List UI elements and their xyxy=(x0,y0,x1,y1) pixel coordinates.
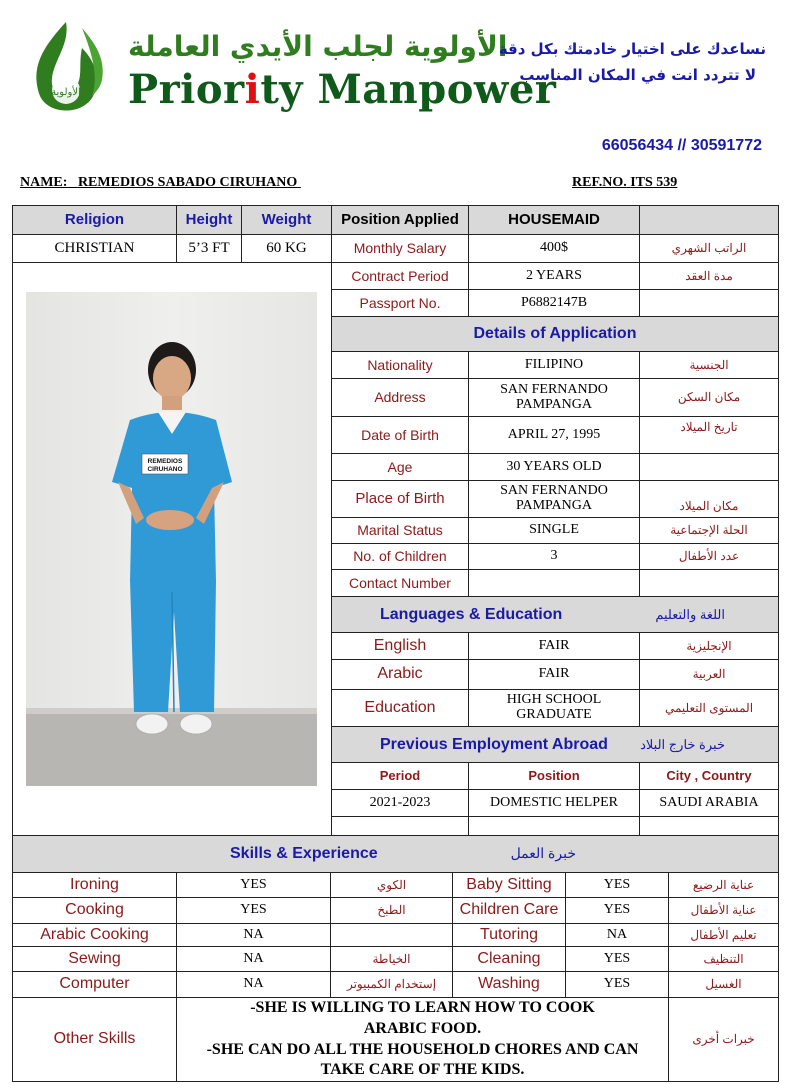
skill-tutoring-label: Tutoring xyxy=(452,923,566,947)
education-arabic: المستوى التعليمي xyxy=(639,689,779,727)
marital-status-value: SINGLE xyxy=(468,517,640,544)
monthly-salary-arabic: الراتب الشهري xyxy=(639,234,779,263)
skill-cleaning-value: YES xyxy=(565,946,669,972)
skill-cooking-value: YES xyxy=(176,897,331,924)
position-column-header: Position xyxy=(468,762,640,790)
position-applied-arabic xyxy=(639,205,779,235)
employment-empty-position xyxy=(468,816,640,836)
skill-tutoring-value: NA xyxy=(565,923,669,947)
skill-baby-sitting-label: Baby Sitting xyxy=(452,872,566,898)
passport-arabic xyxy=(639,289,779,317)
date-of-birth-value: APRIL 27, 1995 xyxy=(468,416,640,454)
passport-value: P6882147B xyxy=(468,289,640,317)
logo-english-part-1: Prior xyxy=(128,66,245,113)
phone-numbers: 66056434 // 30591772 xyxy=(601,137,762,154)
children-value: 3 xyxy=(468,543,640,570)
reference-number: ITS 539 xyxy=(630,175,678,190)
other-skills-label: Other Skills xyxy=(12,997,177,1082)
skill-computer-label: Computer xyxy=(12,971,177,998)
english-value: FAIR xyxy=(468,632,640,660)
other-skills-line-1: -SHE IS WILLING TO LEARN HOW TO COOK ARABIC FOOD. xyxy=(250,998,595,1037)
employment-period: 2021-2023 xyxy=(331,789,469,817)
skill-children-care-arabic: عناية الأطفال xyxy=(668,897,779,924)
skill-sewing-arabic: الخياطة xyxy=(330,946,453,972)
children-arabic: عدد الأطفال xyxy=(639,543,779,570)
slogan-line-1: نساعدك على اختيار خادمتك بكل دقة xyxy=(498,40,766,58)
arabic-language-value: FAIR xyxy=(468,659,640,690)
contact-number-value xyxy=(468,569,640,597)
skill-baby-sitting-value: YES xyxy=(565,872,669,898)
skill-tutoring-arabic: تعليم الأطفال xyxy=(668,923,779,947)
skill-sewing-value: NA xyxy=(176,946,331,972)
address-value: SAN FERNANDO PAMPANGA xyxy=(468,378,640,417)
nationality-label: Nationality xyxy=(331,351,469,379)
skills-section-title: Skills & Experience xyxy=(230,845,378,862)
arabic-language-label: Arabic xyxy=(331,659,469,690)
employment-empty-period xyxy=(331,816,469,836)
contract-period-value: 2 YEARS xyxy=(468,262,640,290)
contact-number-arabic xyxy=(639,569,779,597)
weight-header: Weight xyxy=(241,205,332,235)
weight-value: 60 KG xyxy=(241,234,332,263)
photo-badge-line-2: CIRUHANO xyxy=(147,466,183,473)
logo-english-name xyxy=(128,66,556,113)
children-label: No. of Children xyxy=(331,543,469,570)
employment-position: DOMESTIC HELPER xyxy=(468,789,640,817)
age-value: 30 YEARS OLD xyxy=(468,453,640,481)
skill-baby-sitting-arabic: عناية الرضيع xyxy=(668,872,779,898)
other-skills-text xyxy=(176,997,669,1082)
skill-cleaning-arabic: التنظيف xyxy=(668,946,779,972)
skill-children-care-value: YES xyxy=(565,897,669,924)
height-value: 5’3 FT xyxy=(176,234,242,263)
applicant-name-line xyxy=(20,175,301,191)
place-of-birth-label: Place of Birth xyxy=(331,480,469,518)
height-header: Height xyxy=(176,205,242,235)
skill-cleaning-label: Cleaning xyxy=(452,946,566,972)
skills-section-header xyxy=(12,835,779,873)
ref-label: REF.NO. xyxy=(572,175,627,190)
logo-english-part-2: ty Manpower xyxy=(260,66,557,113)
age-label: Age xyxy=(331,453,469,481)
photo-badge-line-1: REMEDIOS xyxy=(147,458,183,465)
passport-label: Passport No. xyxy=(331,289,469,317)
skill-washing-arabic: الغسيل xyxy=(668,971,779,998)
employment-section-title-arabic: خبرة خارج البلاد xyxy=(640,737,725,752)
marital-status-label: Marital Status xyxy=(331,517,469,544)
details-section-title: Details of Application xyxy=(331,316,779,352)
address-label: Address xyxy=(331,378,469,417)
place-of-birth-value: SAN FERNANDO PAMPANGA xyxy=(468,480,640,518)
skill-washing-value: YES xyxy=(565,971,669,998)
place-of-birth-arabic: مكان الميلاد xyxy=(639,480,779,518)
skills-section-title-arabic: خبرة العمل xyxy=(510,845,576,861)
contact-number-label: Contact Number xyxy=(331,569,469,597)
date-of-birth-label: Date of Birth xyxy=(331,416,469,454)
company-logo-emblem xyxy=(22,18,110,118)
marital-status-arabic: الحلة الإجتماعية xyxy=(639,517,779,544)
employment-empty-country xyxy=(639,816,779,836)
skill-ironing-label: Ironing xyxy=(12,872,177,898)
nationality-arabic: الجنسية xyxy=(639,351,779,379)
skill-arabic-cooking-label: Arabic Cooking xyxy=(12,923,177,947)
skill-washing-label: Washing xyxy=(452,971,566,998)
skill-computer-arabic: إستخدام الكمبيوتر xyxy=(330,971,453,998)
english-arabic: الإنجليزية xyxy=(639,632,779,660)
education-label: Education xyxy=(331,689,469,727)
skill-computer-value: NA xyxy=(176,971,331,998)
contract-period-label: Contract Period xyxy=(331,262,469,290)
skill-arabic-cooking-value: NA xyxy=(176,923,331,947)
position-applied-header: Position Applied xyxy=(331,205,469,235)
education-value: HIGH SCHOOL GRADUATE xyxy=(468,689,640,727)
country-column-header: City , Country xyxy=(639,762,779,790)
religion-value: CHRISTIAN xyxy=(12,234,177,263)
arabic-language-arabic: العربية xyxy=(639,659,779,690)
employment-country: SAUDI ARABIA xyxy=(639,789,779,817)
period-column-header: Period xyxy=(331,762,469,790)
languages-section-title-arabic: اللغة والتعليم xyxy=(655,607,725,622)
slogan-line-2: لا تتردد انت في المكان المناسب xyxy=(519,66,756,84)
languages-section-title: Languages & Education xyxy=(380,606,563,623)
monthly-salary-value: 400$ xyxy=(468,234,640,263)
applicant-photo xyxy=(26,292,317,786)
skill-arabic-cooking-arabic xyxy=(330,923,453,947)
skill-ironing-value: YES xyxy=(176,872,331,898)
skill-ironing-arabic: الكوي xyxy=(330,872,453,898)
nationality-value: FILIPINO xyxy=(468,351,640,379)
other-skills-arabic: خبرات أخرى xyxy=(668,997,779,1082)
skill-children-care-label: Children Care xyxy=(452,897,566,924)
logo-english-accent: i xyxy=(244,66,261,113)
date-of-birth-arabic: تاريخ الميلاد xyxy=(639,416,779,454)
skill-sewing-label: Sewing xyxy=(12,946,177,972)
monthly-salary-label: Monthly Salary xyxy=(331,234,469,263)
reference-number-line xyxy=(572,175,677,191)
applicant-name: REMEDIOS SABADO CIRUHANO xyxy=(77,175,298,190)
other-skills-line-2: -SHE CAN DO ALL THE HOUSEHOLD CHORES AND CAN TAKE CARE OF THE KIDS. xyxy=(206,1040,639,1079)
position-applied-value: HOUSEMAID xyxy=(468,205,640,235)
skill-cooking-arabic: الطبخ xyxy=(330,897,453,924)
address-arabic: مكان السكن xyxy=(639,378,779,417)
logo-badge-text: الأولوية xyxy=(51,87,81,98)
name-label: NAME: xyxy=(20,175,68,190)
employment-section-title: Previous Employment Abroad xyxy=(380,736,608,753)
religion-header: Religion xyxy=(12,205,177,235)
english-label: English xyxy=(331,632,469,660)
logo-arabic-name: الأولوية لجلب الأيدي العاملة xyxy=(128,30,508,63)
skill-cooking-label: Cooking xyxy=(12,897,177,924)
contract-period-arabic: مدة العقد xyxy=(639,262,779,290)
age-arabic xyxy=(639,453,779,481)
